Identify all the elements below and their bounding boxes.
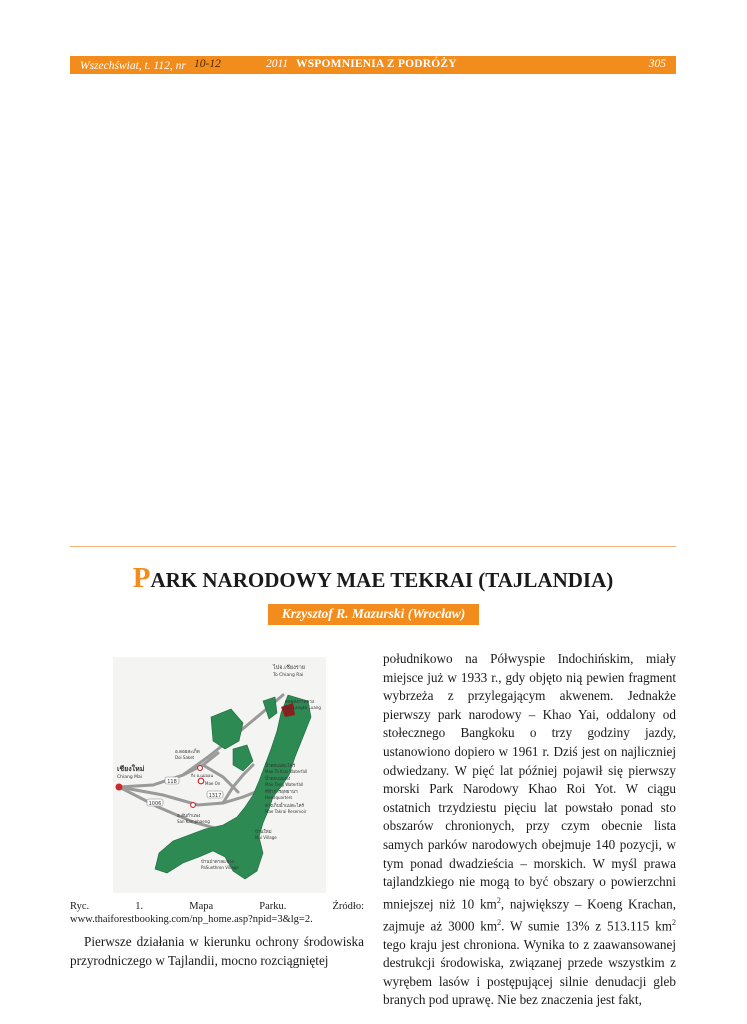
right-text-part-4: tego kraju jest chroniona. Wynika to z zaawansowanej destrukcji środowiska, związanej przede wszystkim z wyrębem lasów i postępującej silnie denudacji gleb branych pod uprawę. Nie bez znaczenia jest fakt, xyxy=(383,936,676,1008)
label-mai-village: Mai Village xyxy=(255,835,277,840)
section-name: WSPOMNIENIA Z PODRÓŻY xyxy=(296,58,457,70)
label-mai-village-th: บ้านใหม่ xyxy=(255,830,272,835)
road-label-118: 118 xyxy=(167,779,177,785)
running-header: Wszechświat, t. 112, nr 10-12 2011 WSPOMNIENIA Z PODRÓŻY 305 xyxy=(70,56,676,74)
title-divider xyxy=(70,546,676,547)
label-mae-tang-waterfall-th: น้ำตกแม่แตง xyxy=(265,777,291,782)
label-mae-on-th: กิ่ง อ.แม่ออน xyxy=(191,773,214,778)
label-doi-langka: Doi Langka Luang xyxy=(285,705,321,710)
label-san-kamphaeng-th: อ.สันกำแพง xyxy=(177,814,201,819)
label-pasan-village: PaSunthron Village xyxy=(201,865,239,870)
label-reservoir-th: อ่างเก็บน้ำแม่ตะไคร้ xyxy=(265,804,305,809)
road-label-1317: 1317 xyxy=(208,793,222,799)
label-mae-on: Mae On xyxy=(205,781,221,786)
label-mae-takrai-waterfall-th: น้ำตกแม่ตะไคร้ xyxy=(265,764,296,769)
label-headquarters-th: ที่ทำการอุทยานฯ xyxy=(265,790,298,795)
label-pasan-village-th: บ้านป่าตาลแขวง xyxy=(201,860,234,865)
superscript-km2-1: 2 xyxy=(496,895,501,905)
mae-on-dot xyxy=(198,778,204,784)
issue-number: 10-12 xyxy=(194,58,221,70)
journal-year: 2011 xyxy=(266,58,289,70)
superscript-km2-2: 2 xyxy=(497,917,502,927)
road-label-1006: 1006 xyxy=(148,801,162,807)
right-column-paragraph xyxy=(383,650,676,1008)
label-chiang-mai-th: เชียงใหม่ xyxy=(117,765,145,773)
right-text-part-2: , największy – Koeng Krachan, zajmuje aż 3000 km xyxy=(383,896,676,934)
label-to-chiang-rai: To Chiang Rai xyxy=(273,673,304,678)
label-doi-langka-th: ดอยลังกาหลวง xyxy=(285,700,314,705)
label-chiang-mai: Chiang Mai xyxy=(117,775,143,780)
label-headquarters: Headquarters xyxy=(265,795,293,800)
doi-saket-dot xyxy=(198,766,203,771)
park-map-figure xyxy=(113,657,326,893)
title-initial: P xyxy=(132,562,151,594)
label-reservoir: Mae Takrai Reservoir xyxy=(265,809,307,814)
author-line xyxy=(0,604,747,625)
label-doi-saket: Doi Saket xyxy=(175,755,195,760)
park-map xyxy=(113,657,326,893)
san-kamphaeng-dot xyxy=(191,803,196,808)
label-to-chiang-rai-th: ไปจ.เชียงราย xyxy=(273,665,306,671)
page-number: 305 xyxy=(648,58,666,70)
label-san-kamphaeng: San Kamphaeng xyxy=(177,819,210,824)
label-doi-saket-th: อ.ดอยสะเก็ด xyxy=(175,750,200,755)
figure-caption: Ryc. 1. Mapa Parku. Źródło: www.thaiforestbooking.com/np_home.asp?npid=3&lg=2. xyxy=(70,901,364,925)
chiang-mai-dot xyxy=(116,784,123,791)
left-column-paragraph: Pierwsze działania w kierunku ochrony środowiska przyrodniczego w Tajlandii, mocno rozciągniętej xyxy=(70,934,364,968)
right-text-part-1: południkowo na Półwyspie Indochińskim, miały miejsce już w 1933 r., gdy objęto nią pewien fragment wybrzeża z przylegającym akwenem. Jednakże pierwszy park narodowy – Khao Yai, oddalony od stołecznego Bangkoku o trzy godziny jazdy, ustanowiono dopiero w 1961 r. Dziś jest on najliczniej odwiedzany. W pięć lat później pojawił się pierwszy morski Park Narodowy Khao Roi Yot. W ciągu ostatnich trzydziestu pięciu lat powstało ponad sto obszarów chronionych, przy czym obecnie lista samych parków narodowych obejmuje 140 pozycji, w tym ponad dwadzieścia – morskich. W myśl prawa tajlandzkiego nie mogą to być obszary o powierzchni mniejszej niż 10 km xyxy=(383,651,676,912)
label-mae-takrai-waterfall: Mae Ta Krai Waterfall xyxy=(265,769,308,774)
author-name: Krzysztof R. Mazurski (Wrocław) xyxy=(268,604,480,625)
superscript-km2-3: 2 xyxy=(672,917,676,927)
article-title xyxy=(70,562,676,595)
label-mae-tang-waterfall: Mae Tang Waterfall xyxy=(265,782,304,787)
title-text: ARK NARODOWY MAE TEKRAI (TAJLANDIA) xyxy=(150,568,614,592)
right-text-part-3: . W sumie 13% z 513.115 km xyxy=(501,918,672,934)
